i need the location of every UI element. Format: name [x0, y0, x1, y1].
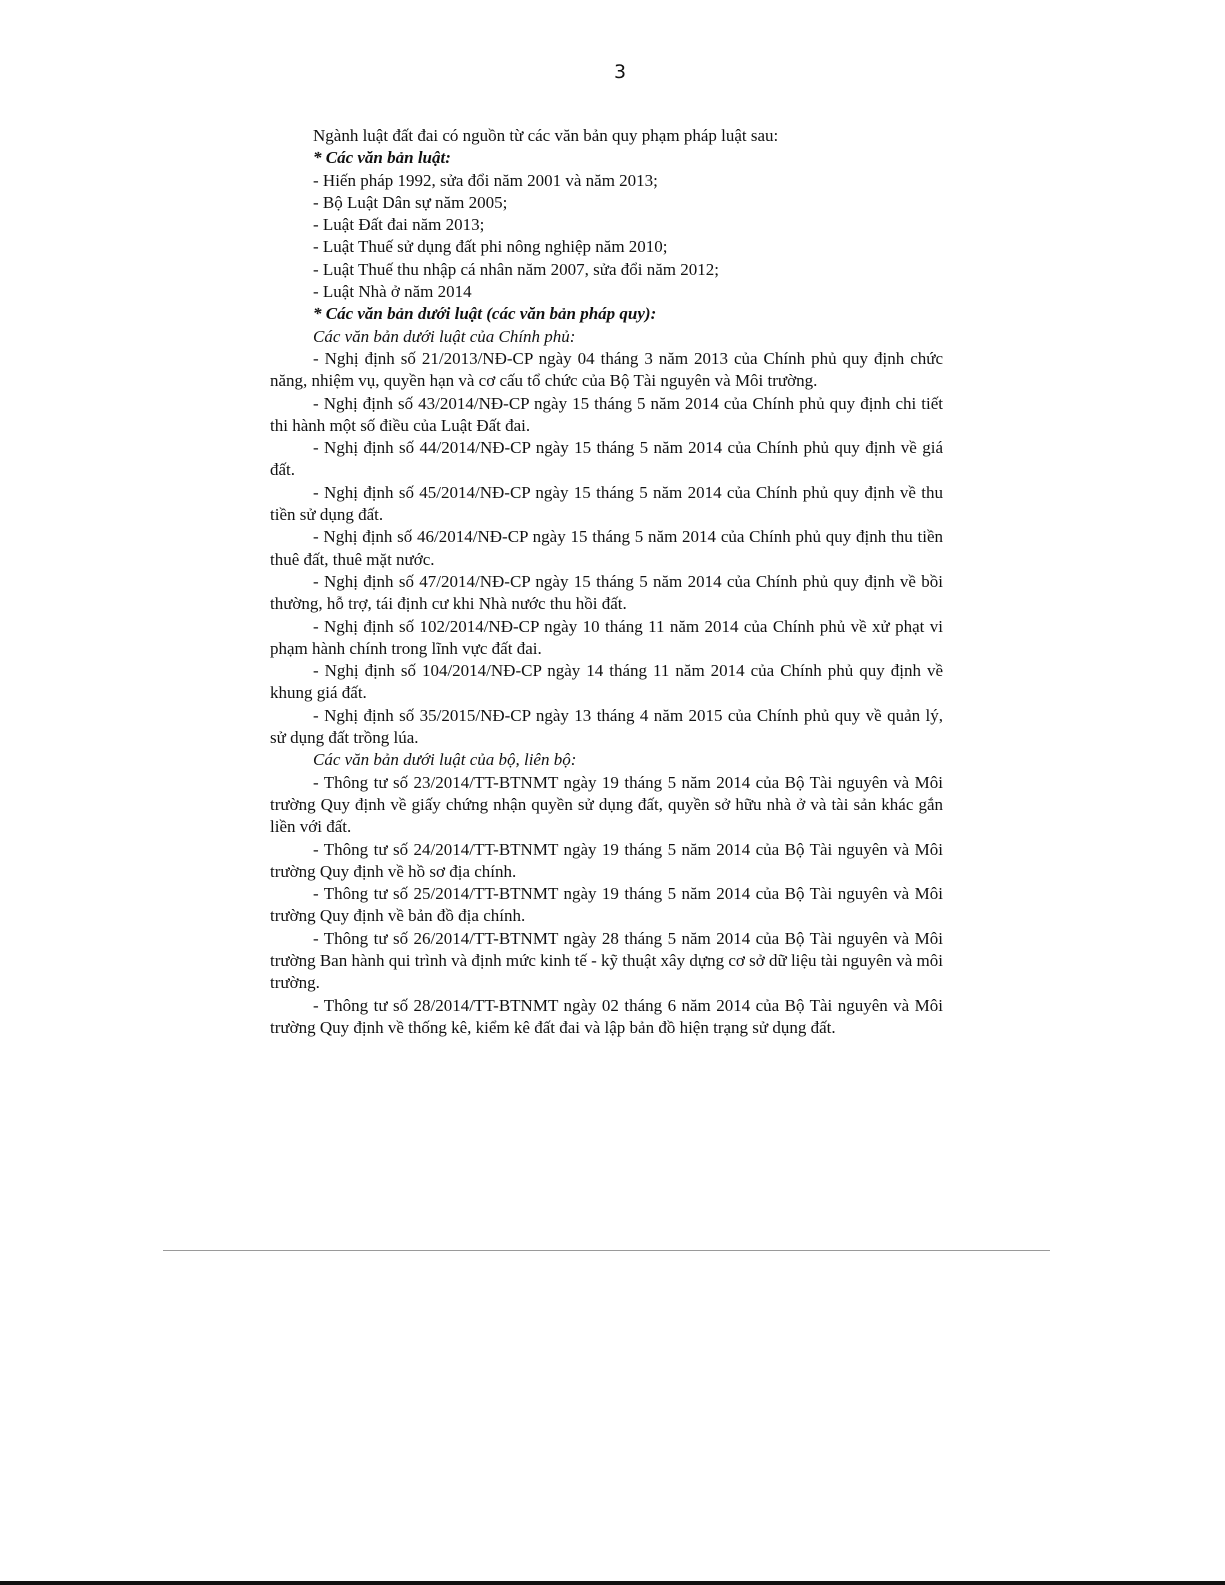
law-item: - Hiến pháp 1992, sửa đổi năm 2001 và năm 2013;: [313, 170, 658, 190]
circular-item: - Thông tư số 26/2014/TT-BTNMT ngày 28 tháng 5 năm 2014 của Bộ Tài nguyên và Môi trường Ban hành qui trình và định mức kinh tế - kỹ thuật xây dựng cơ sở dữ liệu tài nguyên và môi trường.: [270, 928, 943, 993]
law-item: - Bộ Luật Dân sự năm 2005;: [313, 192, 508, 212]
page-separator: [163, 1250, 1050, 1251]
law-item: - Luật Thuế thu nhập cá nhân năm 2007, sửa đổi năm 2012;: [313, 259, 719, 279]
sublaws-heading: * Các văn bản dưới luật (các văn bản pháp quy):: [313, 304, 657, 324]
decree-item: - Nghị định số 46/2014/NĐ-CP ngày 15 tháng 5 năm 2014 của Chính phủ quy định thu tiền thuê đất, thuê mặt nước.: [270, 527, 943, 569]
decree-item: - Nghị định số 44/2014/NĐ-CP ngày 15 tháng 5 năm 2014 của Chính phủ quy định về giá đất.: [270, 438, 943, 480]
decree-item: - Nghị định số 47/2014/NĐ-CP ngày 15 tháng 5 năm 2014 của Chính phủ quy định về bồi thường, hỗ trợ, tái định cư khi Nhà nước thu hồi đất.: [270, 571, 943, 614]
law-item: - Luật Nhà ở năm 2014: [313, 282, 472, 302]
document-body: [270, 125, 943, 1039]
circular-item: - Thông tư số 24/2014/TT-BTNMT ngày 19 tháng 5 năm 2014 của Bộ Tài nguyên và Môi trường Quy định về hồ sơ địa chính.: [270, 839, 943, 881]
circular-item: - Thông tư số 28/2014/TT-BTNMT ngày 02 tháng 6 năm 2014 của Bộ Tài nguyên và Môi trường Quy định về thống kê, kiểm kê đất đai và lập bản đồ hiện trạng sử dụng đất.: [270, 995, 943, 1037]
ministry-subheading: Các văn bản dưới luật của bộ, liên bộ:: [313, 750, 577, 770]
page-number: 3: [613, 61, 627, 83]
law-item: - Luật Đất đai năm 2013;: [313, 215, 485, 235]
laws-heading: * Các văn bản luật:: [313, 148, 451, 168]
decree-item: - Nghị định số 21/2013/NĐ-CP ngày 04 tháng 3 năm 2013 của Chính phủ quy định chức năng, nhiệm vụ, quyền hạn và cơ cấu tổ chức của Bộ Tài nguyên và Môi trường.: [270, 348, 943, 391]
decree-item: - Nghị định số 102/2014/NĐ-CP ngày 10 tháng 11 năm 2014 của Chính phủ về xử phạt vi phạm hành chính trong lĩnh vực đất đai.: [270, 616, 943, 658]
decree-item: - Nghị định số 104/2014/NĐ-CP ngày 14 tháng 11 năm 2014 của Chính phủ quy định về khung giá đất.: [270, 661, 943, 703]
decree-item: - Nghị định số 45/2014/NĐ-CP ngày 15 tháng 5 năm 2014 của Chính phủ quy định về thu tiền sử dụng đất.: [270, 482, 943, 525]
decree-item: - Nghị định số 35/2015/NĐ-CP ngày 13 tháng 4 năm 2015 của Chính phủ quy về quản lý, sử dụng đất trồng lúa.: [270, 705, 943, 748]
circular-item: - Thông tư số 25/2014/TT-BTNMT ngày 19 tháng 5 năm 2014 của Bộ Tài nguyên và Môi trường Quy định về bản đồ địa chính.: [270, 884, 943, 926]
intro-paragraph: Ngành luật đất đai có nguồn từ các văn bản quy phạm pháp luật sau:: [313, 126, 779, 145]
decree-item: - Nghị định số 43/2014/NĐ-CP ngày 15 tháng 5 năm 2014 của Chính phủ quy định chi tiết thi hành một số điều của Luật Đất đai.: [270, 393, 943, 435]
law-item: - Luật Thuế sử dụng đất phi nông nghiệp năm 2010;: [313, 237, 668, 257]
bottom-rule: [0, 1581, 1225, 1585]
circular-item: - Thông tư số 23/2014/TT-BTNMT ngày 19 tháng 5 năm 2014 của Bộ Tài nguyên và Môi trường Quy định về giấy chứng nhận quyền sử dụng đất, quyền sở hữu nhà ở và tài sản khác gắn liền với đất.: [270, 772, 943, 837]
government-subheading: Các văn bản dưới luật của Chính phủ:: [313, 326, 576, 346]
